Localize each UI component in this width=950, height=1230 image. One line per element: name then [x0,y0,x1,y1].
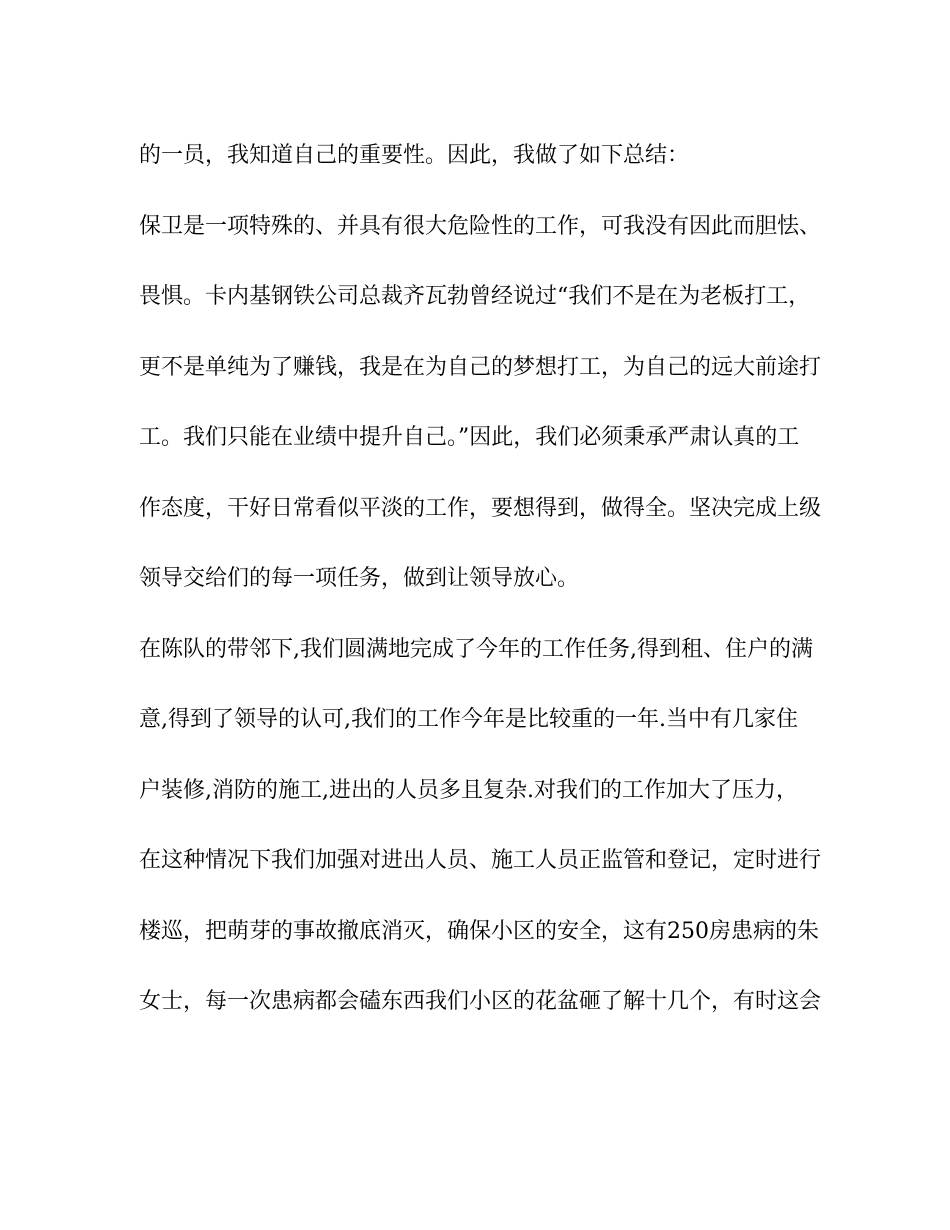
text-line: 女士，每一次患病都会磕东西我们小区的花盆砸了解十几个，有时这会 [139,989,822,1014]
text-line: 更不是单纯为了赚钱，我是在为自己的梦想打工，为自己的远大前途打 [139,354,822,380]
text-line: 在陈队的带邻下,我们圆满地完成了今年的工作任务,得到租、住户的满 [139,636,813,662]
text-line: 楼巡，把萌芽的事故撤底消灭，确保小区的安全，这有250房患病的朱 [139,918,819,944]
text-line: 领导交给们的每一项任务，做到让领导放心。 [139,566,580,591]
text-line: 意,得到了领导的认可,我们的工作今年是比较重的一年.当中有几家住 [139,707,798,732]
text-line: 作态度，干好日常看似平淡的工作，要想得到，做得全。坚决完成上级 [139,495,822,521]
text-line: 工。我们只能在业绩中提升自己。”因此，我们必须秉承严肃认真的工 [139,425,800,450]
text-line: 保卫是一项特殊的、并具有很大危险性的工作，可我没有因此而胆怯、 [139,213,822,239]
text-line: 在这种情况下我们加强对进出人员、施工人员正监管和登记，定时进行 [139,848,822,873]
text-line: 户装修,消防的施工,进出的人员多且复杂.对我们的工作加大了压力， [139,777,798,803]
text-line: 的一员，我知道自己的重要性。因此，我做了如下总结： [139,143,690,168]
text-line: 畏惧。卡内基钢铁公司总裁齐瓦勃曾经说过“我们不是在为老板打工， [139,284,811,309]
body-text [139,138,829,1055]
